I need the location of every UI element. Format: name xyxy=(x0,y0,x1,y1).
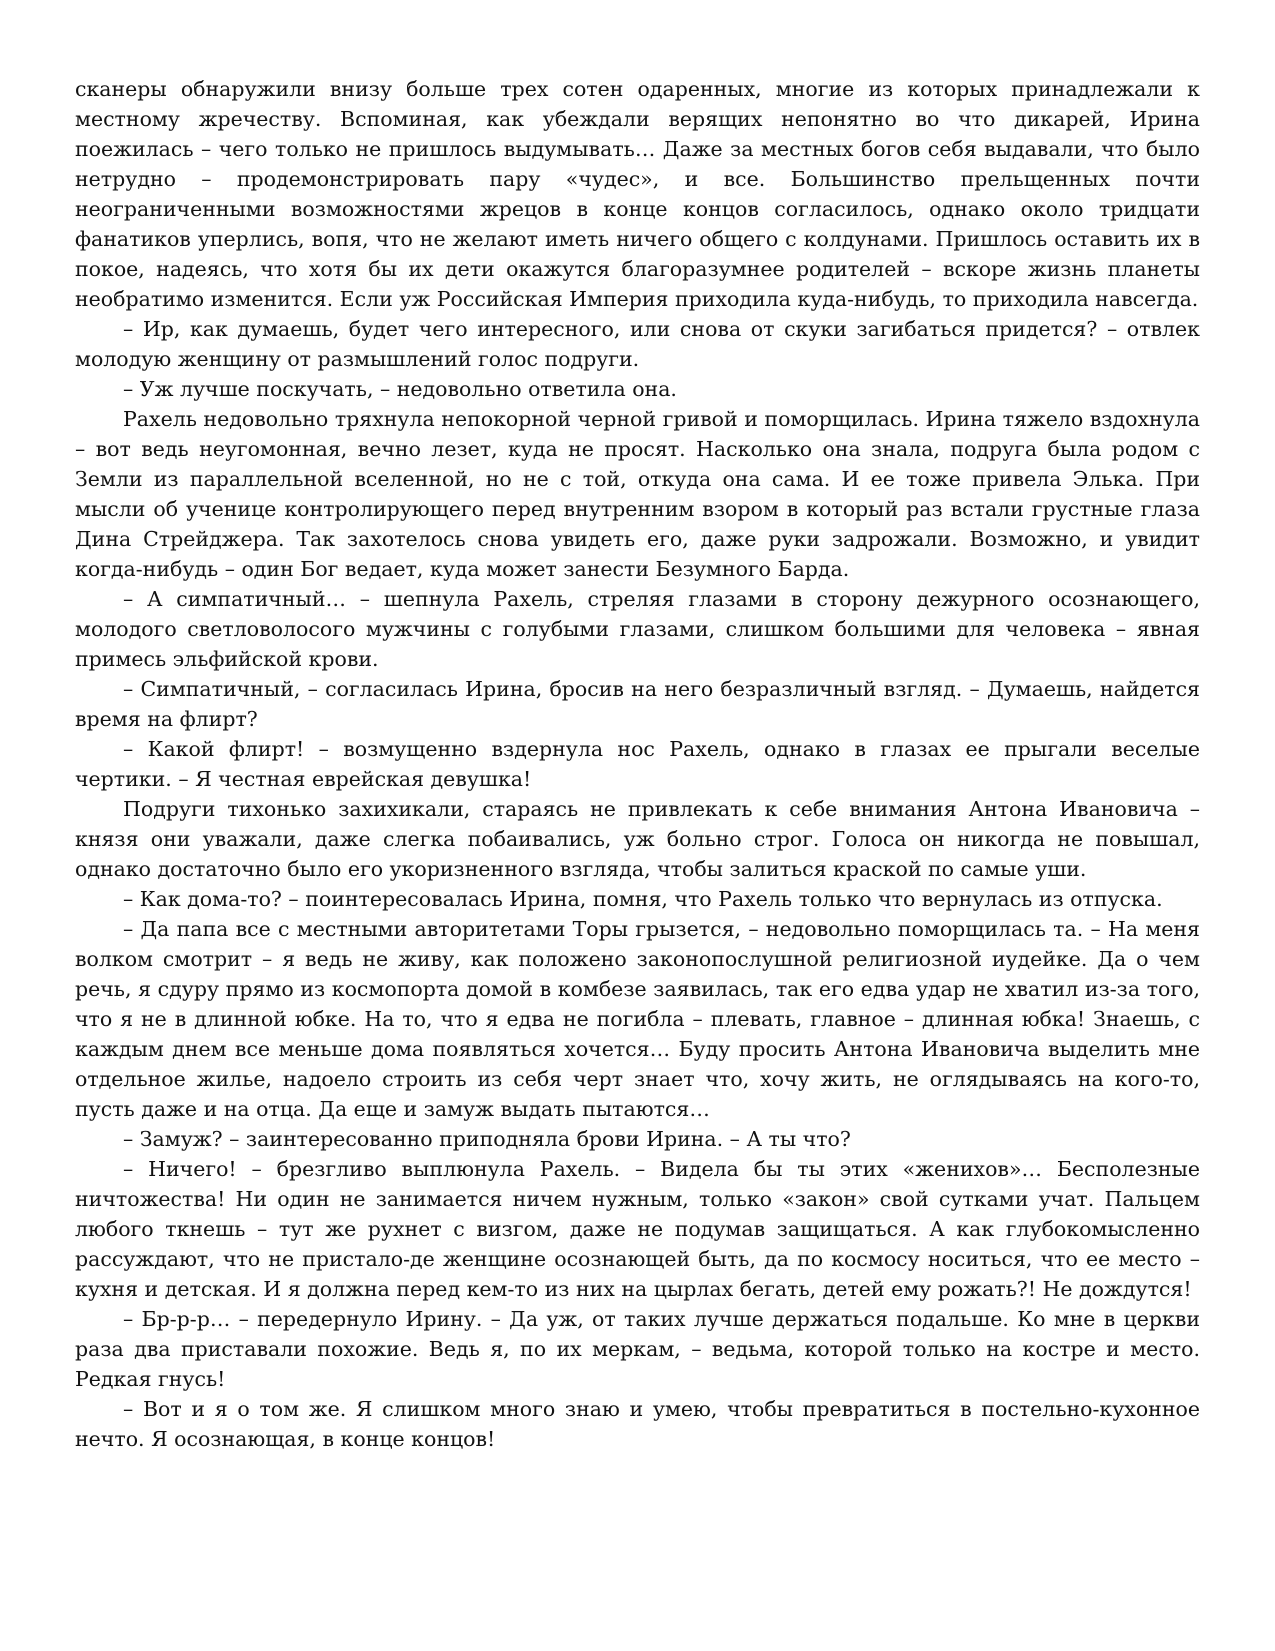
paragraph-10: – Да папа все с местными авторитетами Торы грызется, – недовольно поморщилась та. – На меня волком смотрит – я ведь не живу, как положено законопослушной религиозной иудейке. Да о чем речь, я сдуру прямо из космопорта домой в комбезе заявилась, так его едва удар не хватил из-за того, что я не в длинной юбке. На то, что я едва не погибла – плевать, главное – длинная юбка! Знаешь, с каждым днем все меньше дома появляться хочется… Буду просить Антона Ивановича выделить мне отдельное жилье, надоело строить из себя черт знает что, хочу жить, не оглядываясь на кого-то, пусть даже и на отца. Да еще и замуж выдать пытаются… xyxy=(75,917,1200,1121)
paragraph-7: – Какой флирт! – возмущенно вздернула нос Рахель, однако в глазах ее прыгали веселые чертики. – Я честная еврейская девушка! xyxy=(75,737,1200,791)
paragraph-3: – Уж лучше поскучать, – недовольно ответила она. xyxy=(123,377,677,401)
paragraph-13: – Бр-р-р… – передернуло Ирину. – Да уж, от таких лучше держаться подальше. Ко мне в церкви раза два приставали похожие. Ведь я, по их меркам, – ведьма, которой только на костре и место. Редкая гнусь! xyxy=(75,1307,1200,1391)
paragraph-5: – А симпатичный… – шепнула Рахель, стреляя глазами в сторону дежурного осознающего, молодого светловолосого мужчины с голубыми глазами, слишком большими для человека – явная примесь эльфийской крови. xyxy=(75,587,1200,671)
paragraph-8: Подруги тихонько захихикали, стараясь не привлекать к себе внимания Антона Ивановича – князя они уважали, даже слегка побаивались, уж больно строг. Голоса он никогда не повышал, однако достаточно было его укоризненного взгляда, чтобы залиться краской по самые уши. xyxy=(75,797,1200,881)
paragraph-6: – Симпатичный, – согласилась Ирина, бросив на него безразличный взгляд. – Думаешь, найдется время на флирт? xyxy=(75,677,1200,731)
paragraph-14: – Вот и я о том же. Я слишком много знаю и умею, чтобы превратиться в постельно-кухонное нечто. Я осознающая, в конце концов! xyxy=(75,1397,1200,1451)
paragraph-4: Рахель недовольно тряхнула непокорной черной гривой и поморщилась. Ирина тяжело вздохнула – вот ведь неугомонная, вечно лезет, куда не просят. Насколько она знала, подруга была родом с Земли из параллельной вселенной, но не с той, откуда она сама. И ее тоже привела Элька. При мысли об ученице контролирующего перед внутренним взором в который раз встали грустные глаза Дина Стрейджера. Так захотелось снова увидеть его, даже руки задрожали. Возможно, и увидит когда-нибудь – один Бог ведает, куда может занести Безумного Барда. xyxy=(75,407,1200,581)
paragraph-12: – Ничего! – брезгливо выплюнула Рахель. – Видела бы ты этих «женихов»… Бесполезные ничтожества! Ни один не занимается ничем нужным, только «закон» свой сутками учат. Пальцем любого ткнешь – тут же рухнет с визгом, даже не подумав защищаться. А как глубокомысленно рассуждают, что не пристало-де женщине осознающей быть, да по космосу носиться, что ее место – кухня и детская. И я должна перед кем-то из них на цырлах бегать, детей ему рожать?! Не дождутся! xyxy=(75,1157,1200,1301)
paragraph-1: сканеры обнаружили внизу больше трех сотен одаренных, многие из которых принадлежали к местному жречеству. Вспоминая, как убеждали верящих непонятно во что дикарей, Ирина поежилась – чего только не пришлось выдумывать… Даже за местных богов себя выдавали, что было нетрудно – продемонстрировать пару «чудес», и все. Большинство прельщенных почти неограниченными возможностями жрецов в конце концов согласилось, однако около тридцати фанатиков уперлись, вопя, что не желают иметь ничего общего с колдунами. Пришлось оставить их в покое, надеясь, что хотя бы их дети окажутся благоразумнее родителей – вскоре жизнь планеты необратимо изменится. Если уж Российская Империя приходила куда-нибудь, то приходила навсегда. xyxy=(75,77,1200,311)
paragraph-11: – Замуж? – заинтересованно приподняла брови Ирина. – А ты что? xyxy=(123,1127,851,1151)
paragraph-2: – Ир, как думаешь, будет чего интересного, или снова от скуки загибаться придется? – отвлек молодую женщину от размышлений голос подруги. xyxy=(75,317,1200,371)
document-page xyxy=(75,74,1200,1454)
paragraph-9: – Как дома-то? – поинтересовалась Ирина, помня, что Рахель только что вернулась из отпуска. xyxy=(123,887,1163,911)
